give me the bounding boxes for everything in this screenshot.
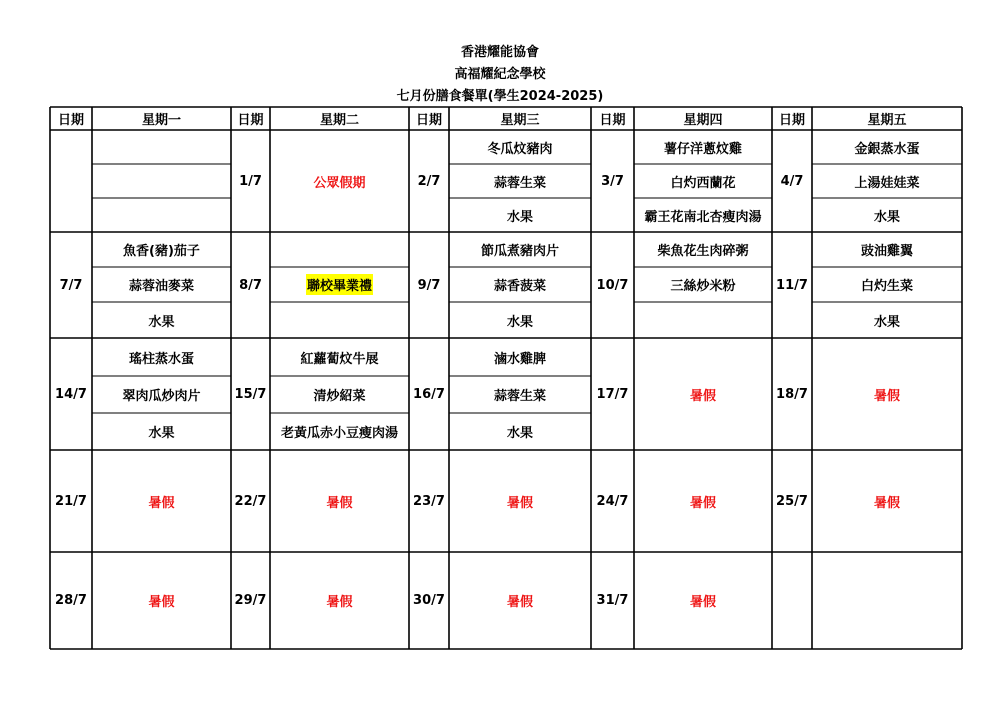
menu-item: [812, 130, 962, 164]
column-header-date-text: 日期: [57, 113, 84, 128]
date-cell-text: 23/7: [413, 493, 445, 509]
date-cell-text: 7/7: [59, 277, 83, 293]
holiday-cell-text: 公眾假期: [313, 175, 366, 191]
date-cell: [772, 338, 812, 450]
holiday-cell: [812, 552, 962, 649]
date-cell-text: 29/7: [234, 593, 267, 608]
menu-item: [92, 338, 231, 376]
column-header-date-text: 日期: [599, 113, 626, 128]
date-cell: [231, 130, 270, 232]
date-cell: [591, 232, 634, 338]
date-cell-text: 28/7: [55, 593, 87, 608]
menu-item-text: 水果: [506, 426, 533, 441]
date-cell: [409, 338, 449, 450]
menu-item: [449, 413, 591, 450]
holiday-cell-text: 暑假: [506, 495, 533, 511]
menu-item-text: 冬瓜炆豬肉: [487, 141, 553, 157]
date-cell: [409, 450, 449, 552]
menu-item-text: 薯仔洋蔥炆雞: [663, 141, 742, 157]
menu-item: [270, 338, 409, 376]
holiday-cell-text: 暑假: [689, 388, 716, 404]
menu-item: [270, 376, 409, 413]
menu-item: [270, 302, 409, 338]
date-cell-text: 18/7: [776, 386, 808, 402]
holiday-cell: [270, 130, 409, 232]
date-cell: [772, 450, 812, 552]
menu-item: [812, 164, 962, 198]
menu-item: [92, 376, 231, 413]
menu-item: [92, 164, 231, 198]
date-cell: [231, 338, 270, 450]
holiday-cell-text: 暑假: [148, 595, 175, 610]
column-header-weekday-text: 星期五: [867, 113, 907, 128]
menu-item-text: 柴魚花生肉碎粥: [657, 244, 749, 259]
date-cell-text: 30/7: [413, 593, 445, 608]
date-cell-text: 15/7: [234, 386, 267, 402]
column-header-date: [591, 107, 634, 130]
menu-item-text: 白灼生菜: [860, 279, 913, 294]
date-cell: [409, 232, 449, 338]
menu-item-text: 白灼西蘭花: [670, 175, 736, 191]
holiday-cell: [812, 450, 962, 552]
date-cell-text: 24/7: [596, 493, 629, 509]
menu-item: [92, 130, 231, 164]
date-cell-text: 25/7: [776, 493, 808, 509]
date-cell: [591, 450, 634, 552]
holiday-cell: [270, 552, 409, 649]
menu-title: 七月份膳食餐單(學生2024-2025): [396, 89, 604, 104]
column-header-weekday-text: 星期三: [500, 113, 540, 128]
date-cell: [231, 450, 270, 552]
menu-item: [92, 267, 231, 302]
menu-item: [634, 302, 772, 338]
holiday-cell: [92, 450, 231, 552]
date-cell: [231, 552, 270, 649]
menu-item: [92, 413, 231, 450]
column-header-weekday: [634, 107, 772, 130]
date-cell: [772, 552, 812, 649]
column-header-weekday-text: 星期一: [141, 113, 181, 128]
date-cell-text: 16/7: [413, 386, 445, 402]
date-cell: [50, 552, 92, 649]
menu-item: [449, 164, 591, 198]
holiday-cell-text: 暑假: [873, 388, 900, 404]
menu-item: [634, 130, 772, 164]
date-cell-text: 31/7: [596, 593, 629, 608]
date-cell-text: 8/7: [239, 277, 262, 293]
menu-item: [449, 302, 591, 338]
column-header-date-text: 日期: [237, 113, 264, 128]
column-header-weekday-text: 星期四: [683, 113, 723, 128]
menu-item-text: 水果: [873, 209, 900, 225]
menu-item: [449, 198, 591, 232]
date-cell: [409, 130, 449, 232]
menu-item-text: 清炒紹菜: [313, 389, 366, 404]
holiday-cell: [634, 552, 772, 649]
column-header-date-text: 日期: [415, 113, 442, 128]
menu-item: [812, 302, 962, 338]
school-name: 高福耀紀念學校: [454, 67, 546, 82]
column-header-date: [231, 107, 270, 130]
menu-item: [812, 198, 962, 232]
date-cell: [591, 338, 634, 450]
date-cell-text: 4/7: [780, 173, 804, 189]
menu-item-text: 三絲炒米粉: [670, 279, 736, 294]
menu-item-text: 滷水雞脾: [493, 351, 546, 367]
menu-item: [634, 164, 772, 198]
holiday-cell-text: 暑假: [326, 595, 353, 610]
column-header-date: [772, 107, 812, 130]
menu-item: [812, 267, 962, 302]
holiday-cell-text: 暑假: [689, 595, 716, 610]
menu-item-text: 蒜蓉油麥菜: [128, 279, 194, 294]
holiday-cell-text: 暑假: [689, 495, 716, 511]
holiday-cell-text: 暑假: [326, 495, 353, 511]
menu-item: [634, 198, 772, 232]
date-cell: [50, 338, 92, 450]
date-cell: [50, 450, 92, 552]
menu-item-text: 瑤柱蒸水蛋: [128, 351, 194, 367]
menu-item: [92, 198, 231, 232]
date-cell: [591, 552, 634, 649]
date-cell: [591, 130, 634, 232]
menu-item-text: 紅蘿蔔炆牛展: [300, 351, 379, 367]
column-header-weekday-text: 星期二: [319, 113, 359, 128]
column-header-weekday: [449, 107, 591, 130]
menu-item-text: 節瓜煮豬肉片: [480, 244, 559, 259]
menu-item-text: 水果: [873, 314, 900, 330]
menu-item: [449, 232, 591, 267]
menu-item-text: 上湯娃娃菜: [854, 175, 920, 191]
menu-item-text: 蒜蓉生菜: [493, 389, 546, 404]
menu-item-text: 水果: [148, 314, 175, 330]
menu-item-text: 豉油雞翼: [860, 244, 913, 259]
holiday-cell: [812, 338, 962, 450]
organization-name: 香港耀能協會: [460, 45, 539, 60]
date-cell: [50, 232, 92, 338]
column-header-date: [409, 107, 449, 130]
column-header-weekday: [270, 107, 409, 130]
menu-item-text: 水果: [148, 426, 175, 441]
date-cell-text: 22/7: [234, 493, 267, 509]
date-cell-text: 1/7: [239, 173, 262, 189]
menu-item: [812, 232, 962, 267]
holiday-cell: [634, 338, 772, 450]
date-cell: [409, 552, 449, 649]
menu-item-text: 蒜香菠菜: [493, 279, 546, 294]
menu-item-text: 老黃瓜赤小豆瘦肉湯: [280, 426, 398, 441]
menu-item: [449, 338, 591, 376]
date-cell-text: 14/7: [55, 386, 87, 402]
menu-item: [449, 130, 591, 164]
column-header-weekday: [92, 107, 231, 130]
menu-item: [449, 267, 591, 302]
date-cell-text: 10/7: [596, 277, 629, 293]
menu-item: [92, 232, 231, 267]
menu-item: [449, 376, 591, 413]
date-cell-text: 3/7: [601, 173, 624, 189]
holiday-cell: [449, 450, 591, 552]
holiday-cell: [449, 552, 591, 649]
date-cell-text: 17/7: [596, 386, 629, 402]
date-cell-text: 11/7: [776, 277, 808, 293]
date-cell: [772, 232, 812, 338]
menu-item: [634, 232, 772, 267]
column-header-weekday: [812, 107, 962, 130]
date-cell-text: 9/7: [417, 277, 441, 293]
holiday-cell-text: 暑假: [506, 595, 533, 610]
column-header-date-text: 日期: [778, 113, 805, 128]
date-cell-text: 2/7: [417, 173, 441, 189]
menu-item-text: 魚香(豬)茄子: [123, 244, 200, 259]
holiday-cell: [634, 450, 772, 552]
menu-item: [270, 413, 409, 450]
date-cell: [772, 130, 812, 232]
date-cell: [50, 130, 92, 232]
menu-item: [634, 267, 772, 302]
menu-item-text: 金銀蒸水蛋: [854, 141, 920, 157]
menu-item: [270, 232, 409, 267]
menu-item: [92, 302, 231, 338]
holiday-cell-text: 暑假: [873, 495, 900, 511]
menu-item-text: 水果: [506, 314, 533, 330]
menu-item: [270, 267, 409, 302]
holiday-cell-text: 暑假: [148, 495, 175, 511]
column-header-date: [50, 107, 92, 130]
menu-item-text: 霸王花南北杏瘦肉湯: [644, 209, 762, 225]
menu-item-text: 聯校畢業禮: [306, 274, 373, 295]
menu-item-text: 水果: [506, 209, 533, 225]
date-cell: [231, 232, 270, 338]
holiday-cell: [92, 552, 231, 649]
menu-item-text: 蒜蓉生菜: [493, 175, 546, 191]
date-cell-text: 21/7: [55, 493, 87, 509]
holiday-cell: [270, 450, 409, 552]
menu-item-text: 翠肉瓜炒肉片: [122, 389, 201, 404]
